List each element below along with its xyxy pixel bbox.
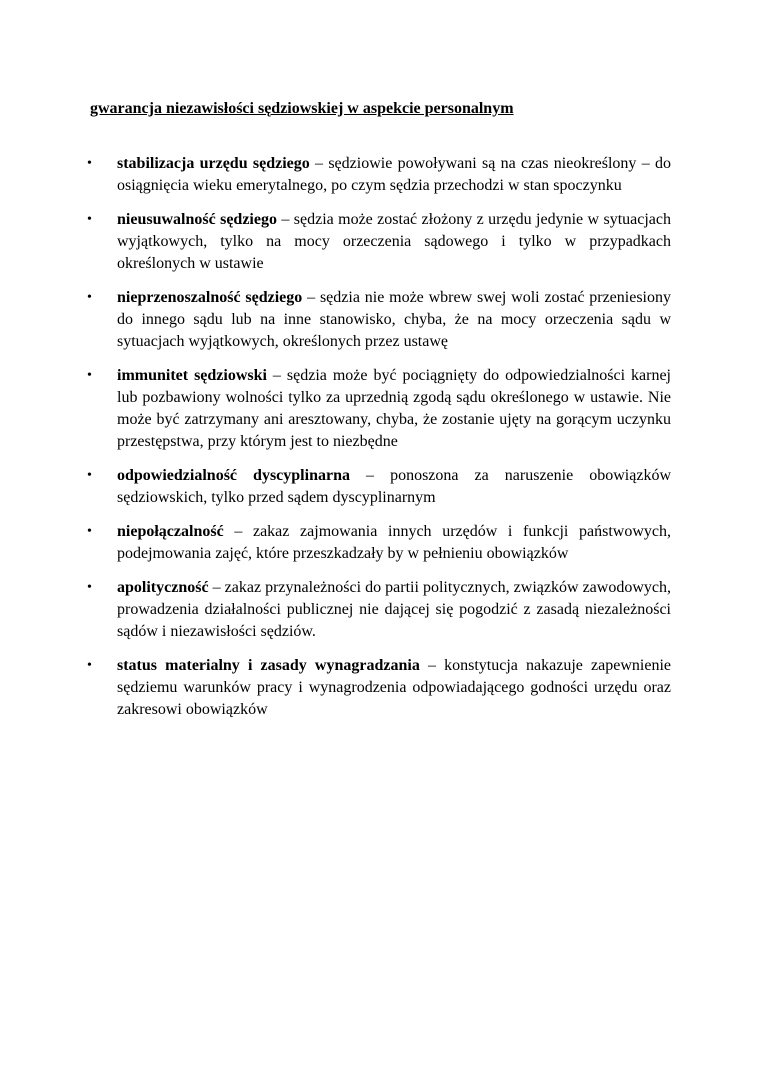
list-item bbox=[87, 153, 671, 197]
item-term: nieusuwalność sędziego bbox=[117, 211, 277, 228]
list-item bbox=[87, 521, 671, 565]
item-text: – sędzia nie może wbrew swej woli zostać przeniesiony do innego sądu lub na inne stanowisko, chyba, że na mocy orzeczenia sądu w sytuacjach wyjątkowych, określonych przez ustawę bbox=[117, 289, 671, 350]
item-text: – zakaz przynależności do partii politycznych, związków zawodowych, prowadzenia działalności publicznej nie dającej się pogodzić z zasadą niezależności sądów i niezawisłości sędziów. bbox=[117, 579, 671, 640]
item-term: status materialny i zasady wynagradzania bbox=[117, 657, 420, 674]
list-item bbox=[87, 577, 671, 643]
bullet-icon: • bbox=[87, 290, 92, 305]
bullet-icon: • bbox=[87, 658, 92, 673]
list-item bbox=[87, 465, 671, 509]
list-item bbox=[87, 287, 671, 353]
bullet-icon: • bbox=[87, 524, 92, 539]
item-text: – konstytucja nakazuje zapewnienie sędziemu warunków pracy i wynagrodzenia odpowiadającego godności urzędu oraz zakresowi obowiązków bbox=[117, 657, 671, 718]
bullet-icon: • bbox=[87, 580, 92, 595]
bullet-icon: • bbox=[87, 212, 92, 227]
item-text: – sędzia może zostać złożony z urzędu jedynie w sytuacjach wyjątkowych, tylko na mocy orzeczenia sądowego i tylko w przypadkach określonych w ustawie bbox=[117, 211, 671, 272]
list-item bbox=[87, 655, 671, 721]
list-item bbox=[87, 209, 671, 275]
bullet-icon: • bbox=[87, 368, 92, 383]
item-text: – zakaz zajmowania innych urzędów i funkcji państwowych, podejmowania zajęć, które przeszkadzały by w pełnieniu obowiązków bbox=[117, 523, 671, 562]
document-title: gwarancja niezawisłości sędziowskiej w aspekcie personalnym bbox=[90, 100, 514, 117]
bullet-icon: • bbox=[87, 156, 92, 171]
item-text: – sędziowie powoływani są na czas nieokreślony – do osiągnięcia wieku emerytalnego, po czym sędzia przechodzi w stan spoczynku bbox=[117, 155, 671, 194]
item-term: stabilizacja urzędu sędziego bbox=[117, 155, 310, 172]
item-term: odpowiedzialność dyscyplinarna bbox=[117, 467, 350, 484]
item-term: immunitet sędziowski bbox=[117, 367, 267, 384]
item-term: apolityczność bbox=[117, 579, 209, 596]
item-text: – sędzia może być pociągnięty do odpowiedzialności karnej lub pozbawiony wolności tylko za uprzednią zgodą sądu określonego w ustawie. Nie może być zatrzymany ani aresztowany, chyba, że zostanie ujęty na gorącym uczynku przestępstwa, przy którym jest to niezbędne bbox=[117, 367, 672, 450]
item-text: – ponoszona za naruszenie obowiązków sędziowskich, tylko przed sądem dyscyplinarnym bbox=[117, 467, 672, 506]
item-term: niepołączalność bbox=[117, 523, 224, 540]
item-term: nieprzenoszalność sędziego bbox=[117, 289, 303, 306]
list-item bbox=[87, 365, 671, 453]
bullet-icon: • bbox=[87, 468, 92, 483]
guarantee-list bbox=[87, 153, 671, 733]
